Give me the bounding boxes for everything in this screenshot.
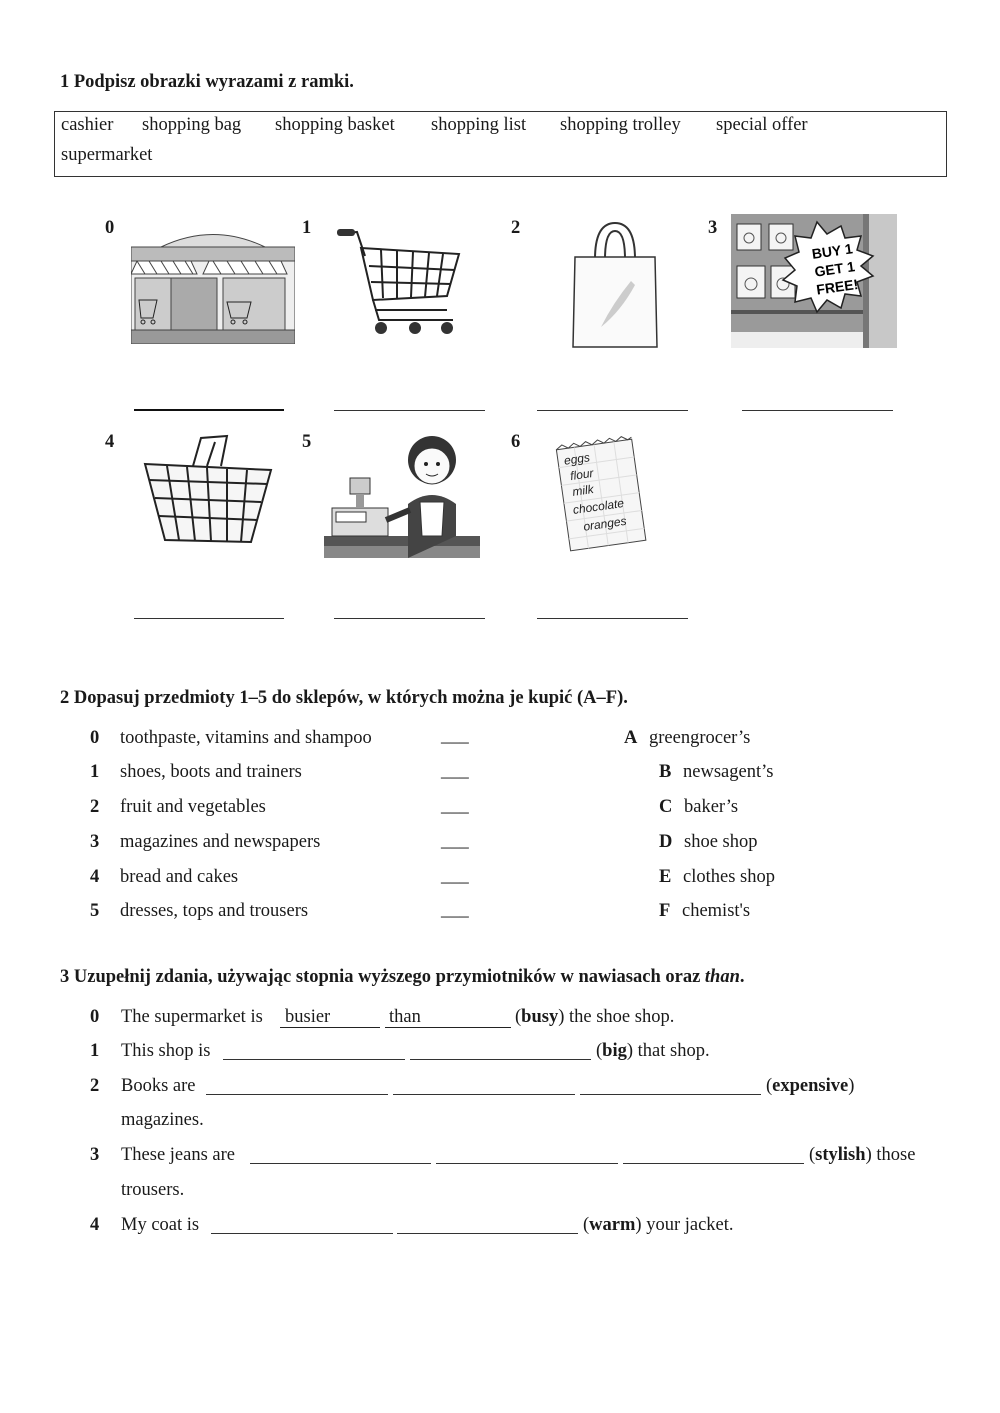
item-text: shoes, boots and trainers: [120, 762, 302, 782]
item-text: fruit and vegetables: [120, 797, 266, 817]
item-number: 3: [90, 832, 100, 852]
sentence-continuation: magazines.: [121, 1110, 204, 1130]
sentence-text: This shop is: [121, 1041, 211, 1061]
match-blank[interactable]: ___: [441, 866, 469, 886]
word-box-item: cashier: [61, 115, 114, 135]
sentence-tail: (busy) the shoe shop.: [515, 1007, 675, 1027]
shop-letter: E: [659, 867, 672, 887]
shop-name: chemist's: [682, 901, 751, 921]
list-item: flour: [569, 465, 595, 484]
sentence-tail: (big) that shop.: [596, 1041, 710, 1061]
sentence-number: 4: [90, 1215, 100, 1235]
shop-letter: D: [659, 832, 673, 852]
adjective: expensive: [772, 1076, 849, 1096]
shopping-bag-icon: [571, 219, 659, 349]
exercise-3-title: [60, 967, 745, 988]
shop-letter: C: [659, 797, 673, 817]
sentence-number: 0: [90, 1007, 100, 1027]
answer-line[interactable]: [134, 409, 284, 411]
word-box-item: shopping trolley: [560, 115, 681, 135]
exercise-3-title-text: 3 Uzupełnij zdania, używając stopnia wyższego przymiotników w nawiasach oraz: [60, 967, 705, 987]
answer-line[interactable]: [537, 410, 688, 411]
sentence-tail: (warm) your jacket.: [583, 1215, 734, 1235]
picture-number: 6: [511, 432, 521, 452]
match-blank[interactable]: ___: [441, 831, 469, 851]
sentence-text: Books are: [121, 1076, 196, 1096]
answer-line[interactable]: [537, 618, 688, 619]
word-box-item: special offer: [716, 115, 808, 135]
item-number: 4: [90, 867, 100, 887]
answer-line[interactable]: [742, 410, 893, 411]
picture-number: 2: [511, 218, 521, 238]
shopping-basket-icon: [143, 432, 273, 544]
list-item: chocolate: [571, 495, 625, 517]
shop-name: baker’s: [684, 797, 739, 817]
shop-letter: A: [624, 728, 638, 748]
match-blank[interactable]: ___: [441, 796, 469, 816]
picture-number: 4: [105, 432, 115, 452]
picture-number: 3: [708, 218, 718, 238]
item-number: 0: [90, 728, 100, 748]
sentence-tail-text: ) your jacket.: [635, 1215, 734, 1235]
sentence-text: These jeans are: [121, 1145, 236, 1165]
answer-blank[interactable]: [211, 1233, 393, 1234]
picture-number: 0: [105, 218, 115, 238]
sentence-tail-text: ) that shop.: [626, 1041, 710, 1061]
shop-name: newsagent’s: [683, 762, 774, 782]
shopping-trolley-icon: [335, 226, 463, 338]
sentence-continuation: trousers.: [121, 1180, 185, 1200]
adjective: busy: [521, 1007, 559, 1027]
list-item: eggs: [563, 450, 591, 468]
picture-number: 1: [302, 218, 312, 238]
answer-blank[interactable]: [250, 1163, 431, 1164]
sentence-tail-text: ) those: [865, 1145, 916, 1165]
answer-blank[interactable]: [623, 1163, 804, 1164]
word-box-item: supermarket: [61, 145, 153, 165]
item-number: 5: [90, 901, 100, 921]
special-offer-icon: [731, 214, 897, 348]
sentence-tail-text: ): [848, 1076, 855, 1096]
match-blank[interactable]: ___: [441, 761, 469, 781]
answer-line[interactable]: [334, 618, 485, 619]
match-blank[interactable]: ___: [441, 900, 469, 920]
picture-number: 5: [302, 432, 312, 452]
supermarket-storefront-icon: [131, 222, 295, 344]
adjective: big: [602, 1041, 627, 1061]
list-item: oranges: [582, 513, 628, 534]
answer-blank[interactable]: [436, 1163, 618, 1164]
item-text: toothpaste, vitamins and shampoo: [120, 728, 372, 748]
shopping-list-icon: [553, 436, 649, 552]
exercise-2-title: 2 Dopasuj przedmioty 1–5 do sklepów, w których można je kupić (A–F).: [60, 688, 628, 708]
answer-blank[interactable]: [206, 1094, 388, 1095]
cashier-icon: [322, 430, 480, 558]
exercise-3-title-emphasis: than: [704, 967, 740, 987]
adjective: warm: [589, 1215, 636, 1235]
answer-line[interactable]: [334, 410, 485, 411]
sentence-tail: (expensive): [766, 1076, 855, 1096]
adjective: stylish: [815, 1145, 866, 1165]
sentence-number: 2: [90, 1076, 100, 1096]
offer-text-line: FREE!: [815, 275, 860, 298]
word-box-item: shopping bag: [142, 115, 242, 135]
sentence-text: My coat is: [121, 1215, 200, 1235]
answer-line[interactable]: [134, 618, 284, 619]
offer-text-line: BUY 1: [810, 240, 854, 262]
shop-name: greengrocer’s: [649, 728, 751, 748]
word-box-item: shopping basket: [275, 115, 395, 135]
shop-letter: F: [659, 901, 671, 921]
exercise-3-title-end: .: [739, 967, 745, 987]
offer-text-line: GET 1: [813, 258, 856, 280]
item-text: bread and cakes: [120, 867, 239, 887]
list-item: milk: [571, 482, 595, 499]
sentence-text: The supermarket is: [121, 1007, 263, 1027]
answer-blank[interactable]: [580, 1094, 761, 1095]
answer-blank[interactable]: [223, 1059, 405, 1060]
exercise-1-title: 1 Podpisz obrazki wyrazami z ramki.: [60, 72, 354, 92]
shop-letter: B: [659, 762, 672, 782]
shop-name: shoe shop: [684, 832, 758, 852]
answer-blank[interactable]: [393, 1094, 575, 1095]
sentence-number: 1: [90, 1041, 100, 1061]
item-number: 2: [90, 797, 100, 817]
item-number: 1: [90, 762, 100, 782]
sentence-number: 3: [90, 1145, 100, 1165]
answer-blank[interactable]: [397, 1233, 578, 1234]
item-text: dresses, tops and trousers: [120, 901, 309, 921]
shop-name: clothes shop: [683, 867, 775, 887]
match-blank[interactable]: ___: [441, 726, 469, 746]
word-box-item: shopping list: [431, 115, 527, 135]
sentence-tail-text: ) the shoe shop.: [558, 1007, 675, 1027]
example-answer: busier: [280, 1007, 380, 1028]
sentence-tail: (stylish) those: [809, 1145, 916, 1165]
answer-blank[interactable]: [410, 1059, 591, 1060]
item-text: magazines and newspapers: [120, 832, 321, 852]
example-answer: than: [385, 1007, 511, 1028]
